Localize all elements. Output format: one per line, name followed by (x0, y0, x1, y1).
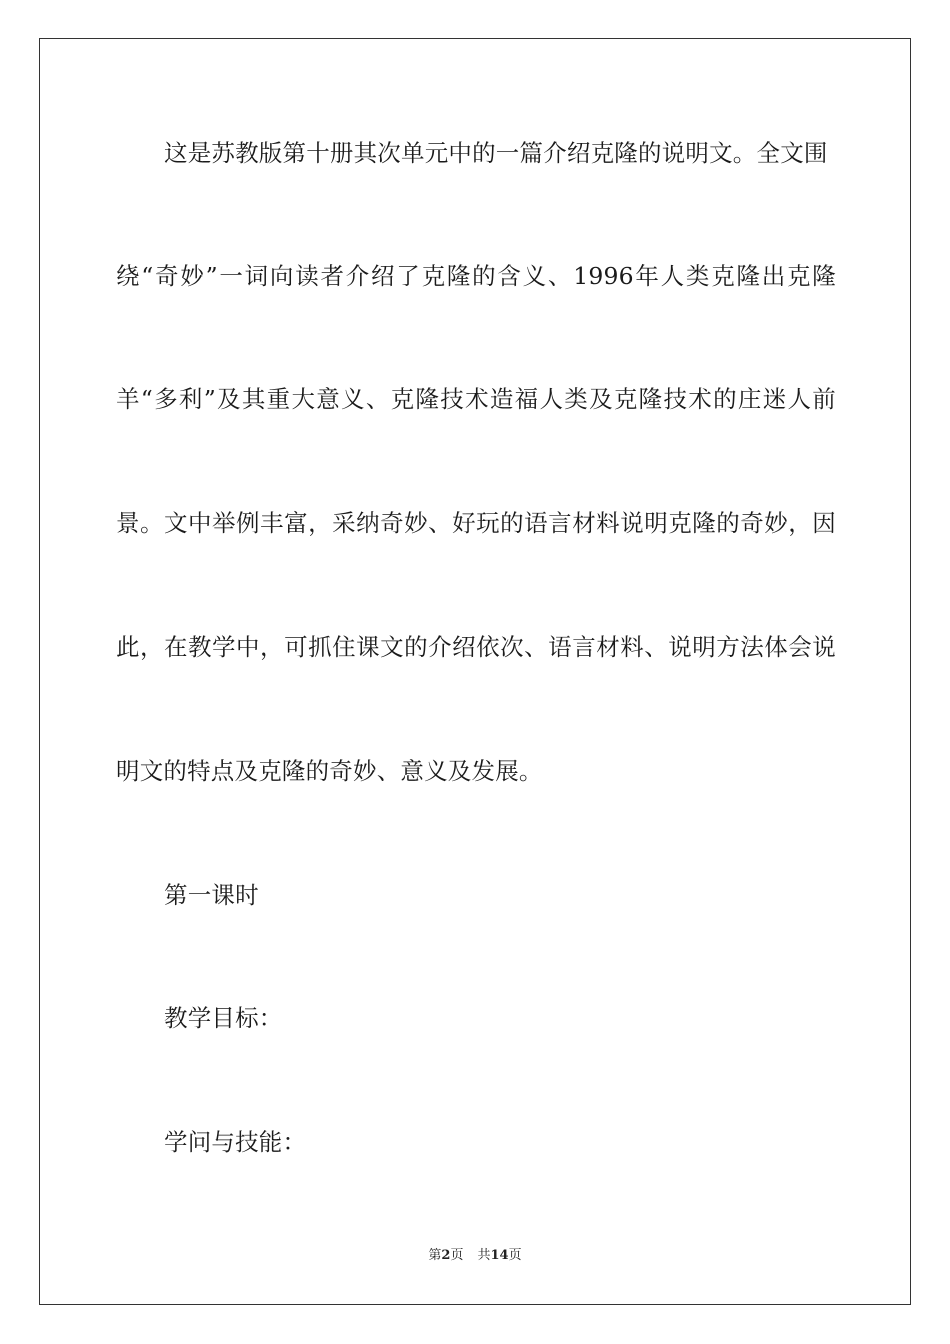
footer-page-prefix: 第 (428, 1248, 442, 1263)
footer-page-total: 14 (490, 1248, 509, 1263)
footer-page-current: 2 (441, 1248, 451, 1263)
footer-page-suffix: 页 (450, 1248, 464, 1263)
footer-total-prefix: 共 (477, 1248, 491, 1263)
paragraph-line-3: 羊“多利”及其重大意义、克隆技术造福人类及克隆技术的庄迷人前 (116, 385, 836, 413)
footer-total-suffix: 页 (508, 1248, 522, 1263)
heading-lesson: 第一课时 (164, 881, 259, 909)
heading-teaching-goals: 教学目标： (164, 1004, 283, 1032)
paragraph-line-2: 绕“奇妙”一词向读者介绍了克隆的含义、1996年人类克隆出克隆 (116, 262, 836, 290)
page-frame (39, 38, 911, 1305)
paragraph-line-5: 此，在教学中，可抓住课文的介绍依次、语言材料、说明方法体会说 (116, 633, 836, 661)
page-footer (0, 1247, 950, 1265)
paragraph-line-1: 这是苏教版第十册其次单元中的一篇介绍克隆的说明文。全文围 (164, 139, 828, 167)
heading-knowledge-skills: 学问与技能： (164, 1128, 307, 1156)
paragraph-line-4: 景。文中举例丰富，采纳奇妙、好玩的语言材料说明克隆的奇妙，因 (116, 509, 836, 537)
paragraph-line-6: 明文的特点及克隆的奇妙、意义及发展。 (116, 757, 543, 785)
